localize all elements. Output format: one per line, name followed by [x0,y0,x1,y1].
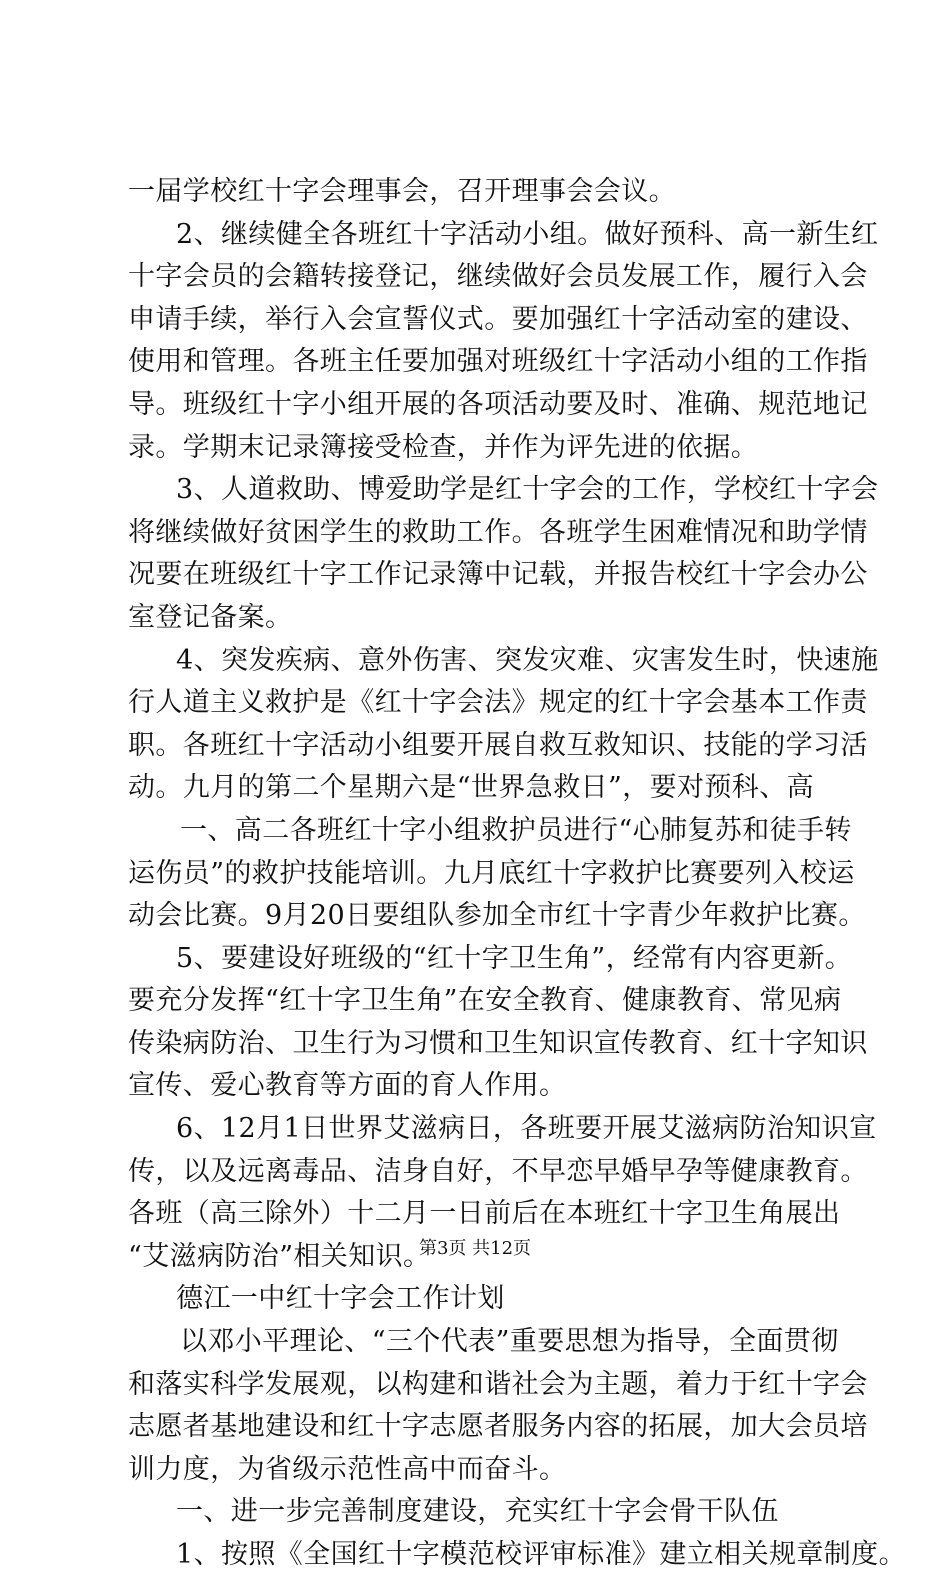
text-line: 职。各班红十字活动小组要开展自救互救知识、技能的学习活 [128,729,868,761]
text-line: 5、要建设好班级的“红十字卫生角”，经常有内容更新。 [176,942,853,974]
page-footer: 第3页 共12页 [418,1238,532,1259]
text-line: 动。九月的第二个星期六是“世界急救日”，要对预科、高 [128,772,815,804]
text-line: 6、12月1日世界艾滋病日，各班要开展艾滋病防治知识宣 [176,1113,877,1145]
text-line: 德江一中红十字会工作计划 [176,1283,505,1315]
text-line: 各班（高三除外）十二月一日前后在本班红十字卫生角展出 [128,1198,841,1230]
text-line: 一、进一步完善制度建设，充实红十字会骨干队伍 [176,1496,779,1528]
text-line: 使用和管理。各班主任要加强对班级红十字活动小组的工作指 [128,346,868,378]
text-line: 宣传、爱心教育等方面的育人作用。 [128,1070,567,1102]
text-line: 1、按照《全国红十字模范校评审标准》建立相关规章制度。 [176,1539,906,1570]
text-line: 和落实科学发展观，以构建和谐社会为主题，着力于红十字会 [128,1368,868,1400]
text-line: 2、继续健全各班红十字活动小组。做好预科、高一新生红 [176,218,879,250]
text-line: 申请手续，举行入会宣誓仪式。要加强红十字活动室的建设、 [128,303,868,335]
text-line: 将继续做好贫困学生的救助工作。各班学生困难情况和助学情 [128,516,868,548]
text-line: 以邓小平理论、“三个代表”重要思想为指导，全面贯彻 [180,1326,839,1358]
text-line: 3、人道救助、博爱助学是红十字会的工作，学校红十字会 [176,474,879,506]
text-line: 导。班级红十字小组开展的各项活动要及时、准确、规范地记 [128,388,868,420]
text-line: 要充分发挥“红十字卫生角”在安全教育、健康教育、常见病 [128,985,842,1017]
text-line: 运伤员”的救护技能培训。九月底红十字救护比赛要列入校运 [128,857,855,889]
text-line: 行人道主义救护是《红十字会法》规定的红十字会基本工作责 [128,687,868,719]
text-line: 传，以及远离毒品、洁身自好，不早恋早婚早孕等健康教育。 [128,1155,868,1187]
text-line: 4、突发疾病、意外伤害、突发灾难、灾害发生时，快速施 [176,644,879,676]
text-line: 传染病防治、卫生行为习惯和卫生知识宣传教育、红十字知识 [128,1027,868,1059]
text-line: 一、高二各班红十字小组救护员进行“心肺复苏和徒手转 [180,814,852,846]
text-line: 一届学校红十字会理事会，召开理事会会议。 [128,176,676,207]
text-line: 志愿者基地建设和红十字志愿者服务内容的拓展，加大会员培 [128,1411,868,1443]
text-line: 动会比赛。9月20日要组队参加全市红十字青少年救护比赛。 [128,900,866,932]
text-line: 十字会员的会籍转接登记，继续做好会员发展工作，履行入会 [128,261,868,293]
text-line: 训力度，为省级示范性高中而奋斗。 [128,1453,567,1485]
text-line: 录。学期末记录簿接受检查，并作为评先进的依据。 [128,431,759,463]
text-line: “艾滋病防治”相关知识。 [128,1240,431,1272]
text-line: 室登记备案。 [128,601,293,633]
text-line: 况要在班级红十字工作记录簿中记载，并报告校红十字会办公 [128,559,868,591]
document-body [128,171,906,1577]
